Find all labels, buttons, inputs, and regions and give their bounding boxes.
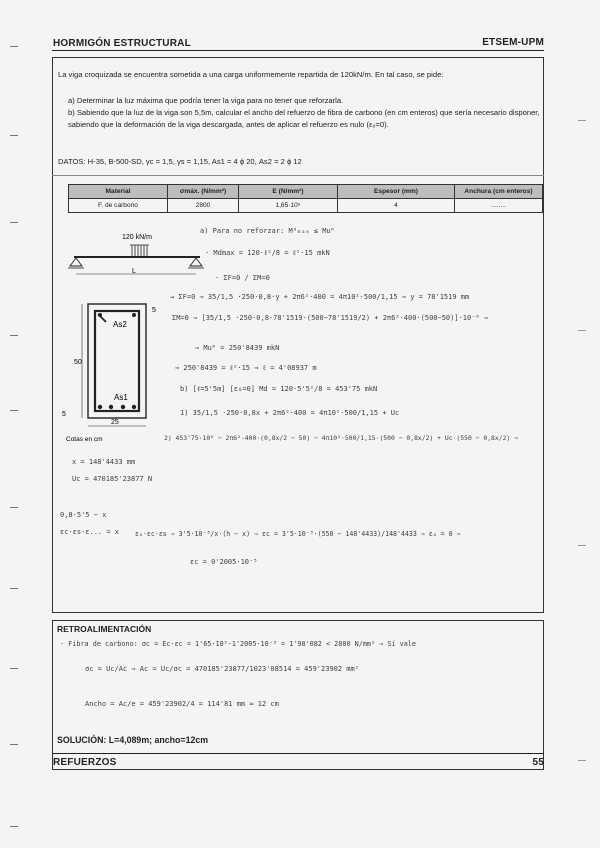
margin-mark	[10, 588, 18, 589]
support-right	[190, 258, 202, 266]
hand-line: b) [ℓ=5'5m] [ε₀=0] Md = 120·5'5²/8 = 453'75 mkN	[180, 385, 378, 393]
margin-mark	[10, 507, 18, 508]
hand-line: · ΣF=0 / ΣM=0	[215, 274, 270, 282]
solution-text: SOLUCIÓN: L=4,089m; ancho=12cm	[57, 735, 209, 745]
margin-mark	[578, 760, 586, 761]
load-hatch	[130, 245, 149, 256]
hand-line: ⇒ 250'8439 = ℓ²·15 ⇒ ℓ = 4'08937 m	[175, 364, 317, 372]
margin-mark	[578, 330, 586, 331]
hand-line: εc = 0'2005·10⁻⁵	[190, 558, 258, 566]
page-number: 55	[532, 757, 544, 768]
hand-line: ⇒ Muᴿ = 250'8439 mkN	[195, 344, 280, 352]
statement-data: DATOS: H-35, B-500-SD, γc = 1,5, γs = 1,15, As1 = 4 ϕ 20, As2 = 2 ϕ 12	[58, 157, 302, 166]
table-header: Material	[69, 185, 168, 199]
hand-line: x = 148'4433 mm	[72, 458, 136, 466]
margin-mark	[10, 46, 18, 47]
hand-line: Uc = 470185'23877 N	[72, 475, 153, 483]
feedback-title: RETROALIMENTACIÓN	[57, 624, 152, 634]
width-dim: 25	[111, 419, 119, 426]
beam-diagram	[60, 226, 210, 286]
header-title: HORMIGÓN ESTRUCTURAL	[53, 38, 191, 49]
table-cell: 4	[338, 199, 455, 213]
margin-mark	[578, 120, 586, 121]
feedback-line: σc = Uc/Ac ⇒ Ac = Uc/σc = 470185'23877/1023'08514 = 459'23902 mm²	[85, 665, 359, 673]
span-label: L	[132, 268, 136, 275]
margin-mark	[10, 335, 18, 336]
table-header: Anchura (cm enteros)	[455, 185, 543, 199]
footer-section: REFUERZOS	[53, 757, 117, 768]
feedback-line: Ancho = Ac/e = 459'23902/4 = 114'81 mm ≈ 12 cm	[85, 700, 279, 708]
hand-line: 1) 35/1,5 ·250·0,8x + 2π6²·400 = 4π10²·500/1,15 + Uc	[180, 409, 400, 417]
table-cell: F. de carbono	[69, 199, 168, 213]
table-header: E (N/mm²)	[239, 185, 338, 199]
section-divider	[52, 175, 544, 176]
units-note: Cotas en cm	[66, 436, 103, 443]
margin-mark	[10, 668, 18, 669]
rebar-bottom	[132, 405, 136, 409]
statement-intro: La viga croquizada se encuentra sometida a una carga uniformemente repartida de 120kN/m. En tal caso, se pide:	[58, 70, 444, 79]
header-rule	[52, 50, 544, 51]
header-school: ETSEM-UPM	[482, 37, 544, 48]
statement-item-a: a) Determinar la luz máxima que podría tener la viga para no tener que reforzarla.	[68, 96, 344, 105]
table-row	[69, 199, 543, 213]
hand-line: → ΣF=0 ⇒ 35/1,5 ·250·0,8·y + 2π6²·400 = 4π10²·500/1,15 ⇒ y = 78'1519 mm	[170, 293, 470, 301]
margin-mark	[10, 135, 18, 136]
hand-line: ε₀·εc·εs ⇒ 3'5·10⁻³/x·(h − x) ⇒ εc = 3'5·10⁻³·(550 − 148'4433)/148'4433 ⇒ ε₀ = 0 ⇒	[135, 530, 461, 538]
rebar-bottom	[109, 405, 113, 409]
cross-section	[56, 300, 166, 460]
hand-line: ΣM=0 ⇒ [35/1,5 ·250·0,8·78'1519·(500−78'1519/2) + 2π6²·400·(500−50)]·10⁻⁶ ⇒	[172, 314, 489, 322]
table-cell: 1,65·10⁵	[239, 199, 338, 213]
height-dim: 50	[74, 359, 82, 366]
rebar-top	[132, 313, 136, 317]
table-header: σmáx. (N/mm²)	[168, 185, 239, 199]
hand-line: 0,8·5'5 − x	[60, 511, 107, 519]
table-cell: 2800	[168, 199, 239, 213]
table-header-row	[69, 185, 543, 199]
as1-label: As1	[114, 393, 128, 402]
hand-line: a) Para no reforzar: Mᵈₘₐₓ ≤ Muᴿ	[200, 227, 335, 235]
load-label: 120 kN/m	[122, 234, 152, 241]
as2-label: As2	[113, 320, 127, 329]
statement-item-b: b) Sabiendo que la luz de la viga son 5,5m, calcular el ancho del refuerzo de fibra de carbono (en cm enteros) que sería necesario disponer, sabiendo que la deformación de la viga descargada, antes de aplicar el refuerzo es nulo (ε₀=0).	[68, 108, 540, 129]
material-table	[68, 184, 543, 213]
hand-line: 2) 453'75·10⁶ − 2π6²·400·(0,8x/2 − 50) − 4π10²·500/1,15·(500 − 0,8x/2) + Uc·(550 − 0,8x/2) ⇒	[164, 434, 518, 442]
table-header: Espesor (mm)	[338, 185, 455, 199]
margin-mark	[10, 222, 18, 223]
rebar-bottom	[121, 405, 125, 409]
hand-line: εc·εs·ε... = x	[60, 528, 120, 536]
table-cell: ........	[455, 199, 543, 213]
rebar-bottom	[98, 405, 102, 409]
feedback-line: · Fibra de carbono: σc = Ec·εc = 1'65·10⁵·1'2005·10⁻³ = 1'98'082 < 2800 N/mm² ⇒ Sí vale	[60, 640, 417, 648]
margin-mark	[10, 744, 18, 745]
rebar-top	[98, 313, 102, 317]
footer-rule	[52, 753, 544, 754]
hand-line: · Mdmax = 120·ℓ²/8 = ℓ²·15 mkN	[205, 249, 330, 257]
margin-mark	[578, 545, 586, 546]
margin-mark	[10, 826, 18, 827]
bottom-cover-dim: 5	[62, 411, 66, 418]
top-cover-dim: 5	[152, 307, 156, 314]
margin-mark	[10, 410, 18, 411]
support-left	[70, 258, 82, 266]
